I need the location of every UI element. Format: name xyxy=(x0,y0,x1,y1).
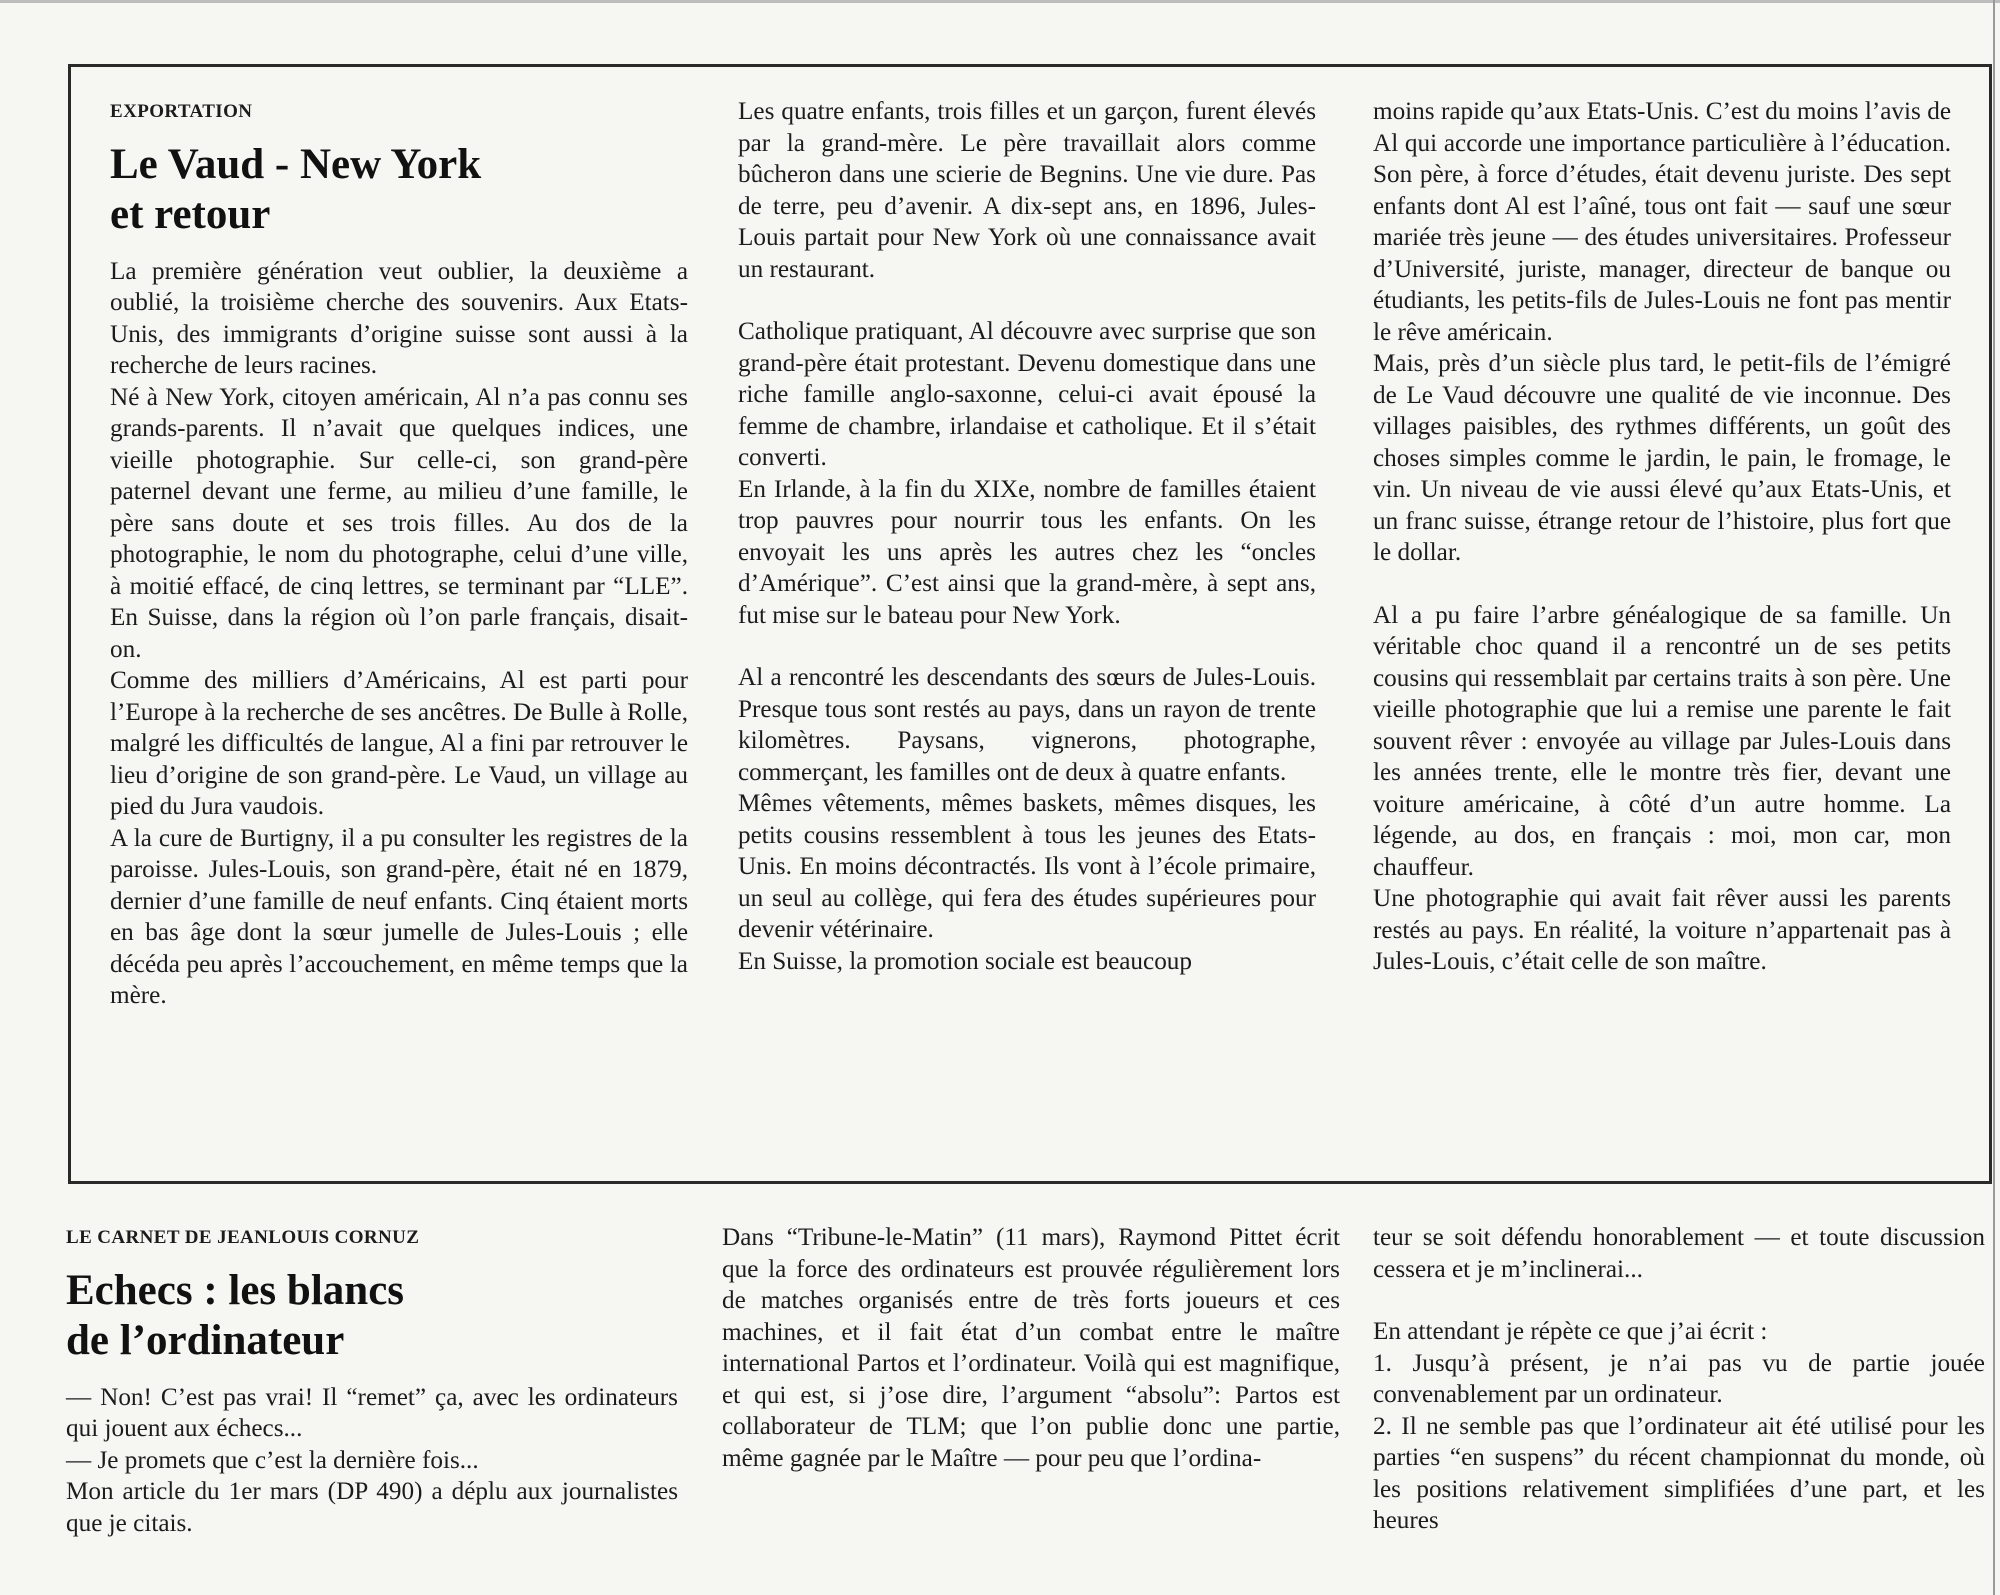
article1-title-line-1: Le Vaud - New York xyxy=(110,140,482,188)
paragraph: Dans “Tribune-le-Matin” (11 mars), Raymond Pittet écrit que la force des ordinateurs est prouvée régulièrement lors de matches organisés entre de très forts joueurs et ces machines, et il fait état d’un combat entre le maître international Partos et l’ordinateur. Voilà qui est magnifique, et qui est, si j’ose dire, l’argument “absolu”: Partos est collaborateur de TLM; que l’on publie donc une partie, même gagnée par le Maître — pour peu que l’ordina- xyxy=(722,1224,1340,1472)
article2-title xyxy=(66,1266,678,1366)
paragraph: Les quatre enfants, trois filles et un garçon, furent élevés par la grand-mère. Le père travaillait alors comme bûcheron dans une scierie de Begnins. Une vie dure. Pas de terre, peu d’avenir. A dix-sept ans, en 1896, Jules-Louis partait pour New York où une connaissance avait un restaurant. xyxy=(738,98,1316,283)
article1-title-line-2: et retour xyxy=(110,190,271,238)
article2-title-line-1: Echecs : les blancs xyxy=(66,1266,405,1314)
article2-column-1 xyxy=(66,1222,678,1539)
article2-title-line-2: de l’ordinateur xyxy=(66,1316,345,1364)
paragraph: — Je promets que c’est la dernière fois... xyxy=(66,1446,479,1474)
paragraph: A la cure de Burtigny, il a pu consulter les registres de la paroisse. Jules-Louis, son grand-père, était né en 1879, dernier d’une famille de neuf enfants. Cinq étaient morts en bas âge dont la sœur jumelle de Jules-Louis ; elle décéda peu après l’accouchement, en même temps que la mère. xyxy=(110,824,688,1009)
paragraph: moins rapide qu’aux Etats-Unis. C’est du moins l’avis de Al qui accorde une importance particulière à l’éducation. Son père, à force d’études, était devenu juriste. Des sept enfants dont Al est l’aîné, tous ont fait — sauf une sœur mariée très jeune — des études universitaires. Professeur d’Université, juriste, manager, directeur de banque ou étudiants, les petits-fils de Jules-Louis ne font pas mentir le rêve américain. xyxy=(1373,98,1951,346)
article1-column-1 xyxy=(110,96,688,1012)
article2-kicker: LE CARNET DE JEANLOUIS CORNUZ xyxy=(66,1227,420,1248)
paragraph: En attendant je répète ce que j’ai écrit : xyxy=(1373,1318,1768,1345)
article1-column-3 xyxy=(1373,96,1951,978)
article2-column-3 xyxy=(1373,1222,1985,1537)
paragraph: Mêmes vêtements, mêmes baskets, mêmes disques, les petits cousins ressemblent à tous les jeunes des Etats-Unis. En moins décontractés. Ils vont à l’école primaire, un seul au collège, qui fera des études supérieures pour devenir vétérinaire. xyxy=(738,790,1316,943)
paragraph: — Non! C’est pas vrai! Il “remet” ça, avec les ordinateurs qui jouent aux échecs... xyxy=(66,1383,678,1442)
right-edge-rule xyxy=(1993,0,1995,1595)
paragraph: Catholique pratiquant, Al découvre avec surprise que son grand-père était protestant. Devenu domestique dans une riche famille anglo-saxonne, celui-ci avait épousé la femme de chambre, irlandaise et catholique. Et il s’était converti. xyxy=(738,318,1316,471)
article2-column-2 xyxy=(722,1222,1340,1474)
paragraph: En Suisse, la promotion sociale est beaucoup xyxy=(738,947,1192,975)
article1-kicker: EXPORTATION xyxy=(110,101,253,122)
paragraph: Al a rencontré les descendants des sœurs de Jules-Louis. Presque tous sont restés au pays, dans un rayon de trente kilomètres. Paysans, vignerons, photographe, commerçant, les familles ont de deux à quatre enfants. xyxy=(738,664,1316,786)
paragraph: Une photographie qui avait fait rêver aussi les parents restés au pays. En réalité, la voiture n’appartenait pas à Jules-Louis, c’était celle de son maître. xyxy=(1373,885,1951,975)
article1-column-2 xyxy=(738,96,1316,977)
paragraph: Mais, près d’un siècle plus tard, le petit-fils de l’émigré de Le Vaud découvre une qualité de vie inconnue. Des villages paisibles, des rythmes différents, un goût des choses simples comme le jardin, le pain, le fromage, le vin. Un niveau de vie aussi élevé qu’aux Etats-Unis, et un franc suisse, étrange retour de l’histoire, plus fort que le dollar. xyxy=(1373,350,1951,566)
paragraph: Mon article du 1er mars (DP 490) a déplu aux journalistes que je citais. xyxy=(66,1478,678,1537)
paragraph: Né à New York, citoyen américain, Al n’a pas connu ses grands-parents. Il n’avait que quelques indices, une vieille photographie. Sur celle-ci, son grand-père paternel devant une ferme, au milieu d’une famille, le père sans doute et ses trois filles. Au dos de la photographie, le nom du photographe, celui d’une ville, à moitié effacé, de cinq lettres, se terminant par “LLE”. En Suisse, dans la région où l’on parle français, disait-on. xyxy=(110,383,688,663)
paragraph: Comme des milliers d’Américains, Al est parti pour l’Europe à la recherche de ses ancêtres. De Bulle à Rolle, malgré les difficultés de langue, Al a fini par retrouver le lieu d’origine de son grand-père. Le Vaud, un village au pied du Jura vaudois. xyxy=(110,667,688,820)
paragraph: 1. Jusqu’à présent, je n’ai pas vu de partie jouée convenablement par un ordinateur. xyxy=(1373,1349,1985,1408)
article1-title xyxy=(110,140,688,240)
paragraph: teur se soit défendu honorablement — et toute discussion cessera et je m’inclinerai... xyxy=(1373,1224,1985,1283)
top-rule xyxy=(0,0,2000,3)
paragraph: En Irlande, à la fin du XIXe, nombre de familles étaient trop pauvres pour nourrir tous les enfants. On les envoyait les uns après les autres chez les “oncles d’Amérique”. C’est ainsi que la grand-mère, à sept ans, fut mise sur le bateau pour New York. xyxy=(738,475,1316,629)
paragraph: La première génération veut oublier, la deuxième a oublié, la troisième cherche des souvenirs. Aux Etats-Unis, des immigrants d’origine suisse sont aussi à la recherche de leurs racines. xyxy=(110,257,688,379)
paragraph: 2. Il ne semble pas que l’ordinateur ait été utilisé pour les parties “en suspens” du récent championnat du monde, où les positions relativement simplifiées d’une part, et les heures xyxy=(1373,1412,1985,1534)
paragraph: Al a pu faire l’arbre généalogique de sa famille. Un véritable choc quand il a rencontré un de ses petits cousins qui ressemblait par certains traits à son père. Une vieille photographie que lui a remise une parente le fait souvent rêver : envoyée au village par Jules-Louis dans les années trente, elle le montre très fier, devant une voiture américaine, à côté d’un autre homme. La légende, au dos, en français : moi, mon car, mon chauffeur. xyxy=(1373,601,1951,881)
